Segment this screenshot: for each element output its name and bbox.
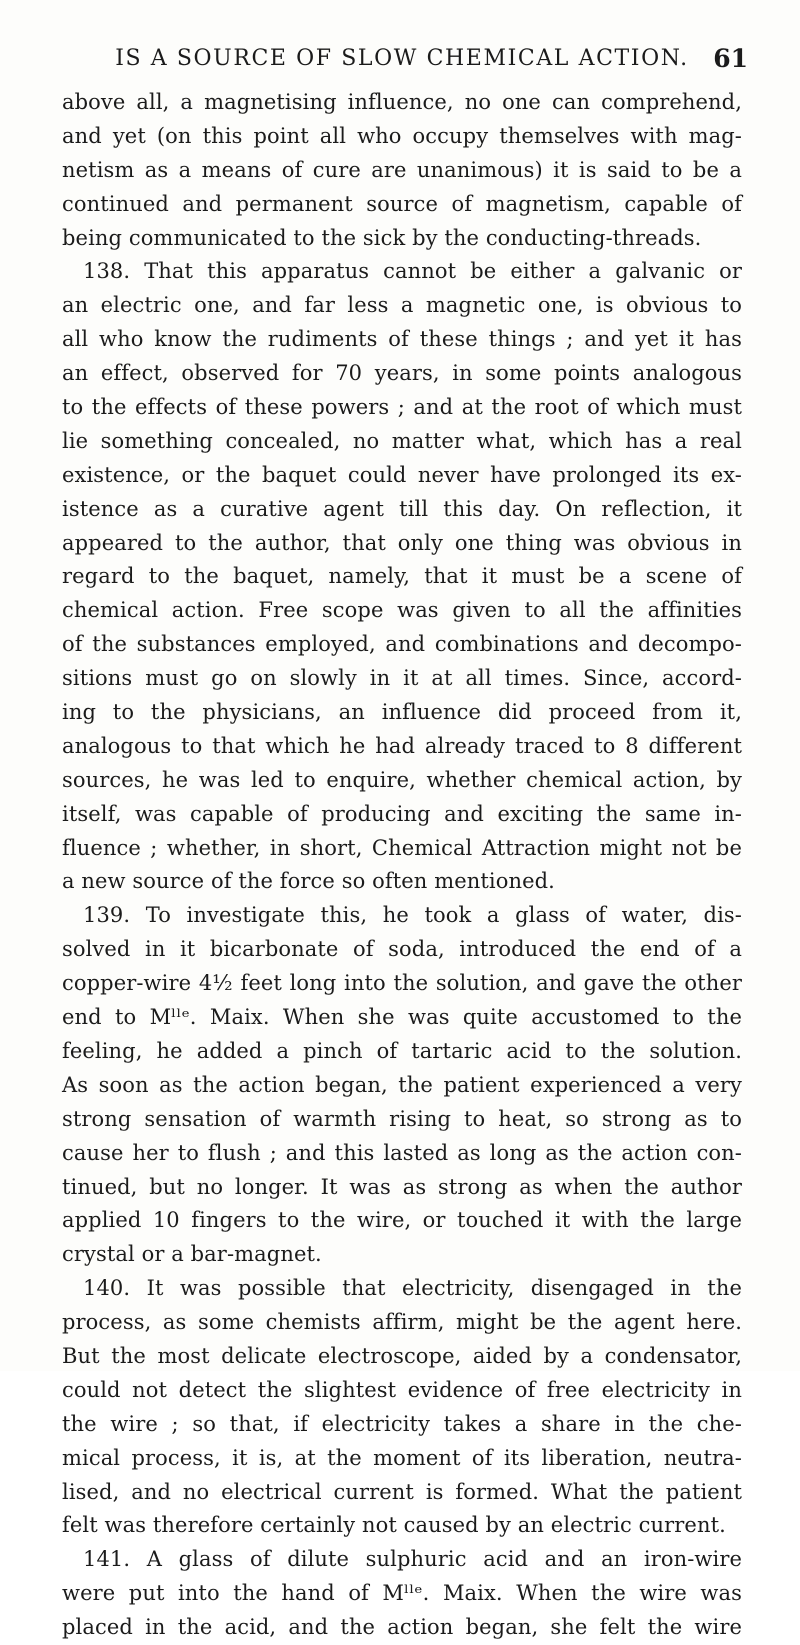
text-line: fluence ; whether, in short, Chemical Attraction might not be — [62, 835, 742, 860]
text-line: copper-wire 4½ feet long into the solution, and gave the other — [62, 971, 742, 996]
text-line: a new source of the force so often mentioned. — [62, 869, 555, 894]
text-line: 138. That this apparatus cannot be either a galvanic or — [83, 259, 742, 284]
text-line: But the most delicate electroscope, aided by a condensator, — [62, 1343, 742, 1368]
text-line: netism as a means of cure are unanimous) it is said to be a — [62, 157, 742, 182]
text-line: applied 10 fingers to the wire, or touched it with the large — [62, 1208, 742, 1233]
text-line: lie something concealed, no matter what, which has a real — [62, 428, 742, 453]
text-line: regard to the baquet, namely, that it must be a scene of — [62, 564, 742, 589]
text-line: were put into the hand of Mˡˡᵉ. Maix. When the wire was — [62, 1581, 742, 1606]
text-line: ing to the physicians, an influence did proceed from it, — [62, 700, 742, 725]
text-line: an electric one, and far less a magnetic one, is obvious to — [62, 293, 742, 318]
text-line: and yet (on this point all who occupy themselves with mag- — [62, 123, 742, 148]
text-line: all who know the rudiments of these things ; and yet it has — [62, 327, 742, 352]
text-line: lised, and no electrical current is formed. What the patient — [62, 1479, 742, 1504]
text-line: solved in it bicarbonate of soda, introduced the end of a — [62, 937, 742, 962]
text-line: tinued, but no longer. It was as strong as when the author — [62, 1174, 742, 1199]
text-line: istence as a curative agent till this day. On reflection, it — [62, 496, 742, 521]
text-line: sources, he was led to enquire, whether chemical action, by — [62, 767, 742, 792]
text-line: itself, was capable of producing and exciting the same in- — [62, 801, 742, 826]
text-line: process, as some chemists affirm, might be the agent here. — [62, 1310, 742, 1335]
text-line: 141. A glass of dilute sulphuric acid and an iron-wire — [83, 1547, 742, 1572]
text-line: the wire ; so that, if electricity takes a share in the che- — [62, 1411, 742, 1436]
running-head — [62, 44, 748, 80]
text-line: strong sensation of warmth rising to heat, so strong as to — [62, 1106, 742, 1131]
text-line: end to Mˡˡᵉ. Maix. When she was quite accustomed to the — [62, 1005, 742, 1030]
page-number: 61 — [713, 44, 748, 73]
text-line: felt was therefore certainly not caused by an electric current. — [62, 1513, 726, 1538]
text-line: 140. It was possible that electricity, disengaged in the — [83, 1276, 742, 1301]
text-line: chemical action. Free scope was given to all the affinities — [62, 598, 742, 623]
text-line: appeared to the author, that only one thing was obvious in — [62, 530, 742, 555]
text-line: of the substances employed, and combinations and decompo- — [62, 632, 742, 657]
text-line: crystal or a bar-magnet. — [62, 1242, 322, 1267]
text-line: continued and permanent source of magnetism, capable of — [62, 191, 742, 216]
text-line: mical process, it is, at the moment of its liberation, neutra- — [62, 1445, 742, 1470]
running-title: IS A SOURCE OF SLOW CHEMICAL ACTION. — [115, 46, 689, 71]
text-line: above all, a magnetising influence, no one can comprehend, — [62, 90, 742, 114]
body-text — [62, 86, 742, 1645]
text-line: feeling, he added a pinch of tartaric acid to the solution. — [62, 1038, 742, 1063]
text-line: placed in the acid, and the action began, she felt the wire — [62, 1615, 742, 1640]
text-line: cause her to flush ; and this lasted as long as the action con- — [62, 1140, 742, 1165]
text-line: sitions must go on slowly in it at all times. Since, accord- — [62, 666, 742, 691]
text-line: As soon as the action began, the patient experienced a very — [62, 1072, 742, 1097]
text-line: being communicated to the sick by the conducting-threads. — [62, 225, 702, 250]
text-line: existence, or the baquet could never have prolonged its ex- — [62, 462, 742, 487]
text-line: analogous to that which he had already traced to 8 different — [62, 733, 742, 758]
text-line: 139. To investigate this, he took a glass of water, dis- — [83, 903, 742, 928]
text-line: could not detect the slightest evidence of free electricity in — [62, 1377, 742, 1402]
text-line: an effect, observed for 70 years, in some points analogous — [62, 361, 742, 386]
text-line: to the effects of these powers ; and at the root of which must — [62, 395, 742, 420]
